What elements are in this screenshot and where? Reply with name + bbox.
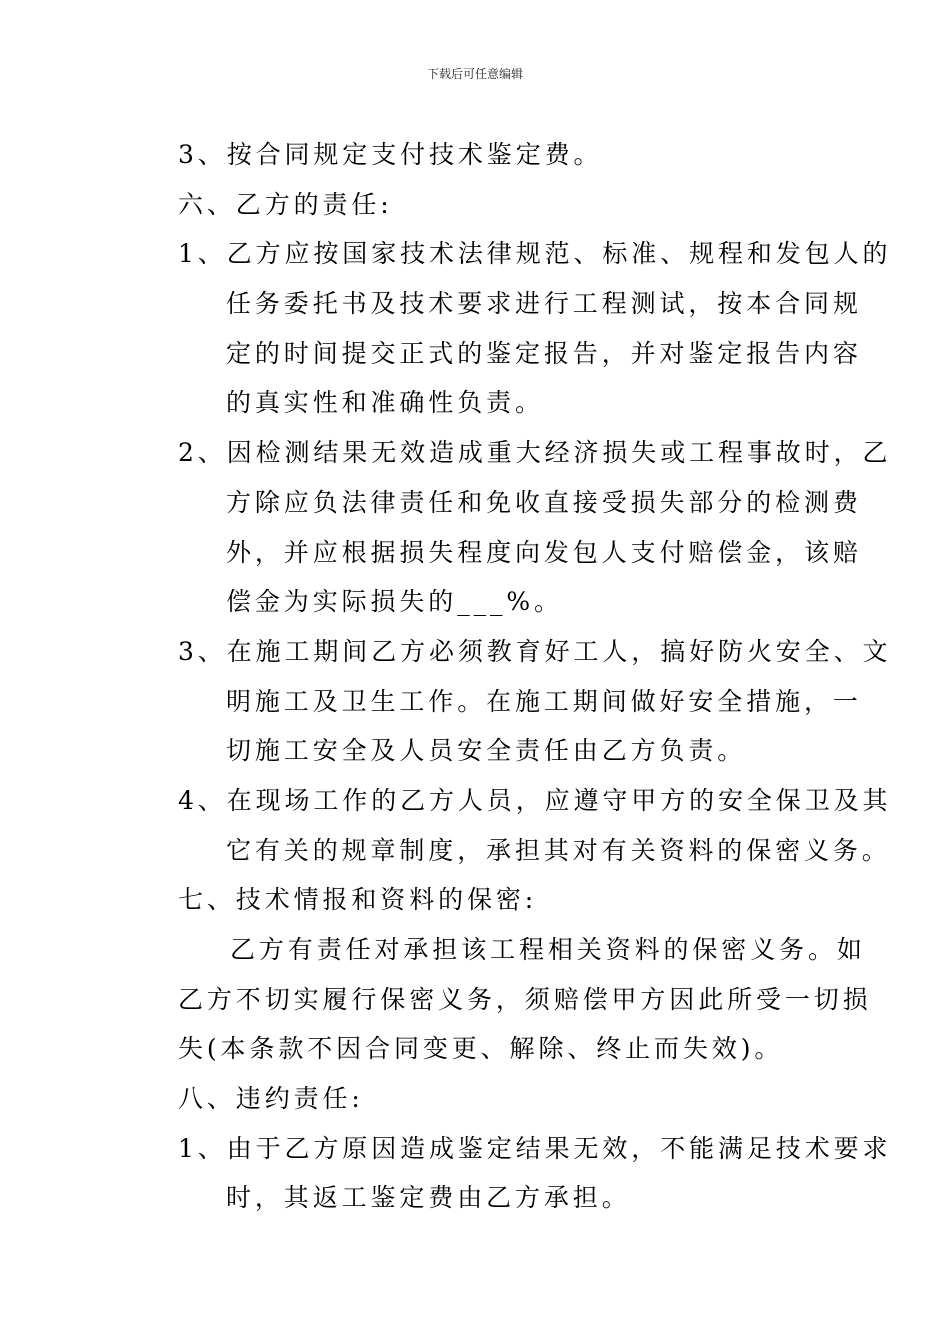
text-line: 任务委托书及技术要求进行工程测试，按本合同规 xyxy=(226,289,862,319)
text-line: 切施工安全及人员安全责任由乙方负责。 xyxy=(226,736,747,766)
page-header-note: 下载后可任意编辑 xyxy=(426,67,523,81)
text-line: 4、在现场工作的乙方人员，应遵守甲方的安全保卫及其 xyxy=(178,785,892,815)
document-body xyxy=(178,130,892,1223)
text-line: 方除应负法律责任和免收直接受损失部分的检测费 xyxy=(226,487,862,517)
text-line: 乙方有责任对承担该工程相关资料的保密义务。如 xyxy=(230,935,866,964)
text-line: 3、在施工期间乙方必须教育好工人，搞好防火安全、文 xyxy=(178,636,892,666)
text-line: 它有关的规章制度，承担其对有关资料的保密义务。 xyxy=(226,835,891,865)
section-heading: 六、乙方的责任: xyxy=(178,189,393,219)
text-line: 定的时间提交正式的鉴定报告，并对鉴定报告内容 xyxy=(226,338,862,368)
text-line: 1、乙方应按国家技术法律规范、标准、规程和发包人的 xyxy=(178,239,892,269)
text-line: 外，并应根据损失程度向发包人支付赔偿金，该赔 xyxy=(226,537,862,567)
text-line: 2、因检测结果无效造成重大经济损失或工程事故时，乙 xyxy=(178,438,892,468)
text-line: 1、由于乙方原因造成鉴定结果无效，不能满足技术要求 xyxy=(178,1133,892,1163)
section-heading: 七、技术情报和资料的保密: xyxy=(178,885,538,915)
text-line: 明施工及卫生工作。在施工期间做好安全措施，一 xyxy=(226,686,862,716)
text-line: 失(本条款不因合同变更、解除、终止而失效)。 xyxy=(178,1034,784,1064)
text-line: 时，其返工鉴定费由乙方承担。 xyxy=(226,1183,631,1213)
text-line: 偿金为实际损失的___%。 xyxy=(226,587,563,617)
section-heading: 八、违约责任: xyxy=(178,1084,364,1114)
text-line: 乙方不切实履行保密义务，须赔偿甲方因此所受一切损 xyxy=(178,984,872,1014)
text-line: 的真实性和准确性负责。 xyxy=(226,388,544,418)
text-line: 3、按合同规定支付技术鉴定费。 xyxy=(178,140,603,169)
